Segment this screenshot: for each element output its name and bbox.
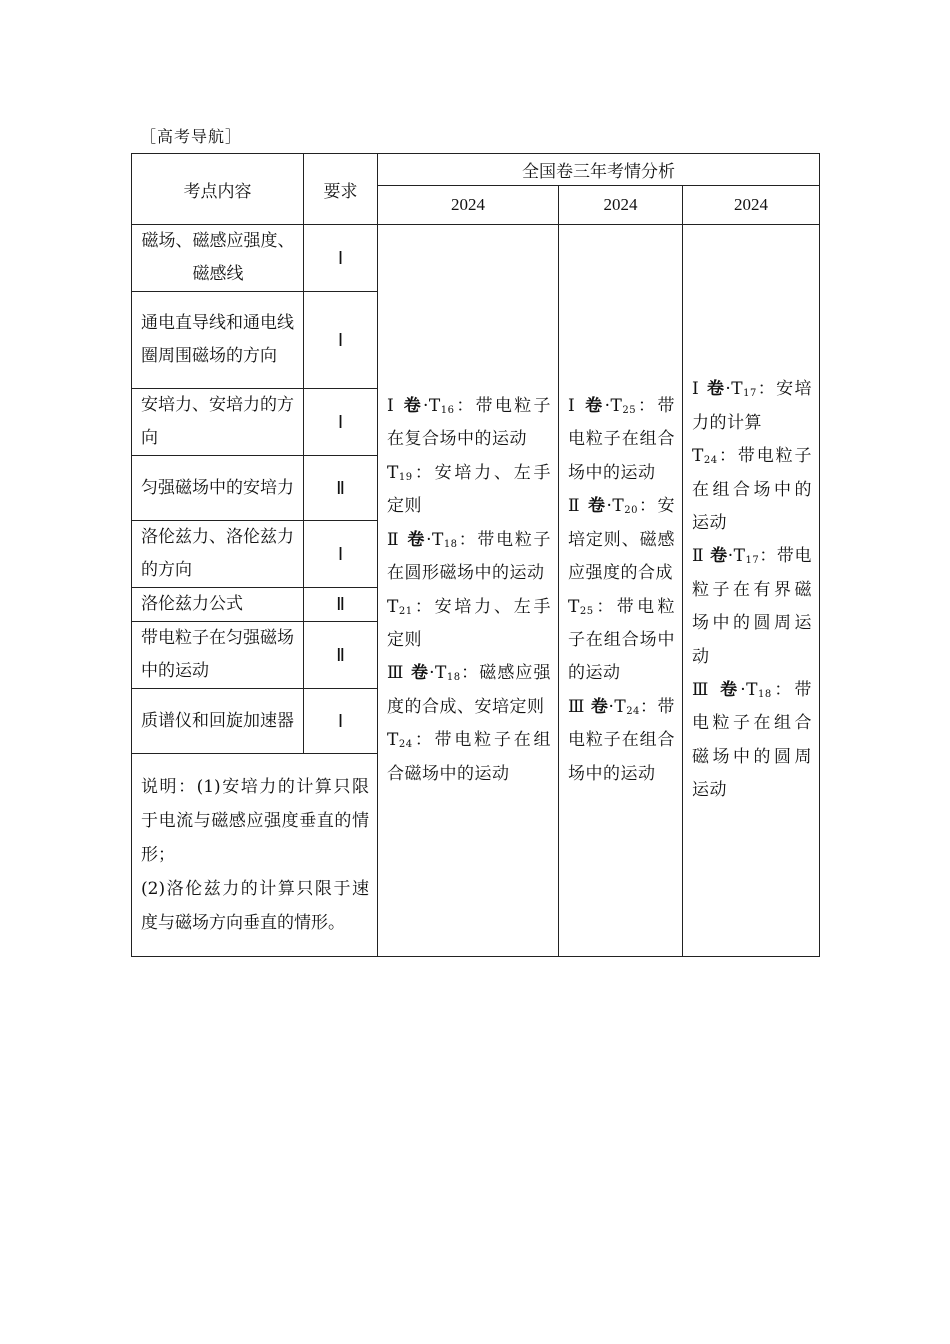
topic-cell: 带电粒子在匀强磁场中的运动 xyxy=(132,622,304,689)
topic-cell: 洛伦兹力公式 xyxy=(132,588,304,622)
requirement-cell: Ⅰ xyxy=(304,225,378,292)
header-requirement: 要求 xyxy=(304,154,378,225)
requirement-cell: Ⅰ xyxy=(304,689,378,754)
year-header: 2024 xyxy=(683,186,820,225)
section-title: ［高考导航］ xyxy=(140,127,243,146)
requirement-cell: Ⅱ xyxy=(304,588,378,622)
year-header: 2024 xyxy=(559,186,683,225)
requirement-cell: Ⅰ xyxy=(304,521,378,588)
note-line: (2)洛伦兹力的计算只限于速度与磁场方向垂直的情形。 xyxy=(141,879,369,933)
year-header: 2024 xyxy=(378,186,559,225)
topic-cell: 洛伦兹力、洛伦兹力的方向 xyxy=(132,521,304,588)
requirement-cell: Ⅰ xyxy=(304,389,378,456)
analysis-cell-year3: Ⅰ 卷$\cdot T_{17}$：安培力的计算 $T_{24}$：带电粒子在组合场中的运动 Ⅱ 卷$\cdot T_{17}$：带电粒子在有界磁场中的圆周运动 Ⅲ 卷$\cdot T_{18}$：带电粒子在组合磁场中的圆周运动 xyxy=(683,225,820,957)
analysis-cell-year1: Ⅰ 卷$\cdot T_{16}$：带电粒子在复合场中的运动 $T_{19}$：安培力、左手定则 Ⅱ 卷$\cdot T_{18}$：带电粒子在圆形磁场中的运动 $T_{21}$：安培力、左手定则 Ⅲ 卷$\cdot T_{18}$：磁感应强度的合成、安培定则 $T_{24}$：带电粒子在组合磁场中的运动 xyxy=(378,225,559,957)
topic-cell: 磁场、磁感应强度、磁感线 xyxy=(132,225,304,292)
topic-cell: 质谱仪和回旋加速器 xyxy=(132,689,304,754)
header-analysis: 全国卷三年考情分析 xyxy=(378,154,820,186)
topic-cell: 安培力、安培力的方向 xyxy=(132,389,304,456)
analysis-cell-year2: Ⅰ 卷$\cdot T_{25}$：带电粒子在组合场中的运动 Ⅱ 卷$\cdot T_{20}$：安培定则、磁感应强度的合成 $T_{25}$：带电粒子在组合场中的运动 Ⅲ 卷$\cdot T_{24}$：带电粒子在组合场中的运动 xyxy=(559,225,683,957)
requirement-cell: Ⅱ xyxy=(304,622,378,689)
topic-cell: 匀强磁场中的安培力 xyxy=(132,456,304,521)
requirement-cell: Ⅰ xyxy=(304,292,378,389)
note-cell xyxy=(132,754,378,957)
topic-cell: 通电直导线和通电线圈周围磁场的方向 xyxy=(132,292,304,389)
requirement-cell: Ⅱ xyxy=(304,456,378,521)
note-line: 说明：(1)安培力的计算只限于电流与磁感应强度垂直的情形； xyxy=(141,777,369,865)
exam-analysis-table xyxy=(131,153,820,957)
header-topic: 考点内容 xyxy=(132,154,304,225)
